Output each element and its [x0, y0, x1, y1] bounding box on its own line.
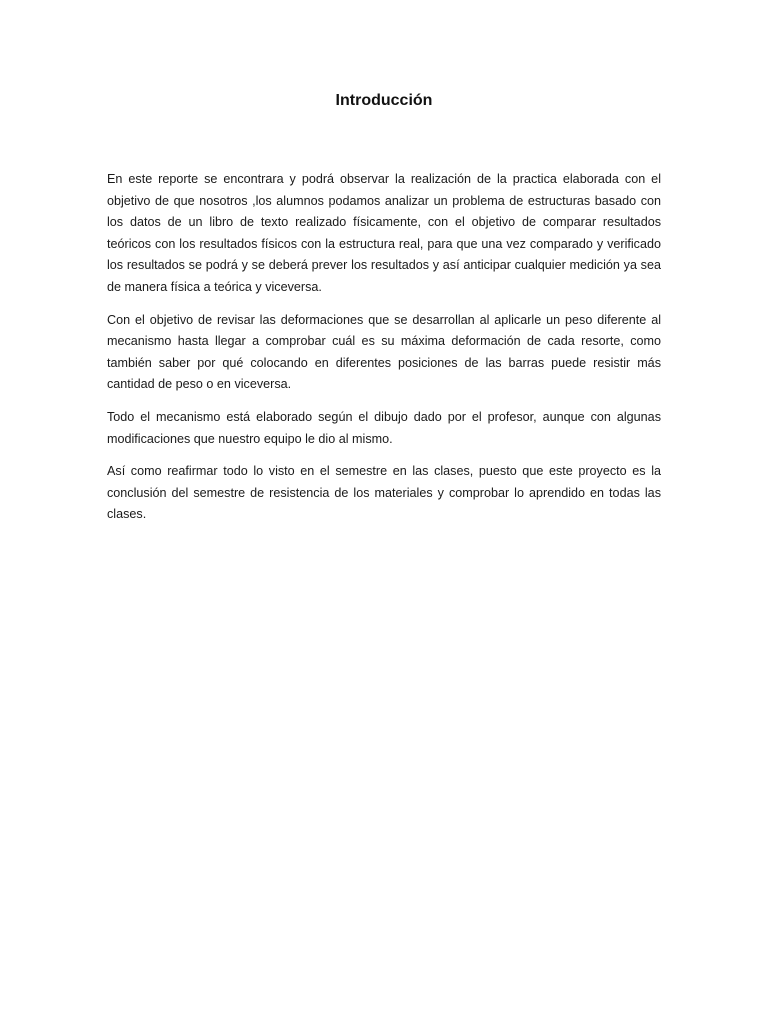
- paragraph-3: Todo el mecanismo está elaborado según el dibujo dado por el profesor, aunque con algunas modificaciones que nuestro equipo le dio al mismo.: [107, 409, 661, 446]
- paragraph-4: Así como reafirmar todo lo visto en el semestre en las clases, puesto que este proyecto es la conclusión del semestre de resistencia de los materiales y comprobar lo aprendido en todas las clases.: [107, 464, 661, 522]
- page-title: Introducción: [335, 92, 433, 109]
- paragraph-2: Con el objetivo de revisar las deformaciones que se desarrollan al aplicarle un peso diferente al mecanismo hasta llegar a comprobar cuál es su máxima deformación de cada resorte, como también saber por qué colocando en diferentes posiciones de las barras puede resistir más cantidad de peso o en viceversa.: [107, 312, 661, 392]
- document-body: [107, 169, 661, 537]
- paragraph-1: En este reporte se encontrara y podrá observar la realización de la practica elaborada con el objetivo de que nosotros ,los alumnos podamos analizar un problema de estructuras basado con los datos de un libro de texto realizado físicamente, con el objetivo de comparar resultados teóricos con los resultados físicos con la estructura real, para que una vez comparado y verificado los resultados se podrá y se deberá prever los resultados y así anticipar cualquier medición ya sea de manera física a teórica y viceversa.: [107, 172, 661, 294]
